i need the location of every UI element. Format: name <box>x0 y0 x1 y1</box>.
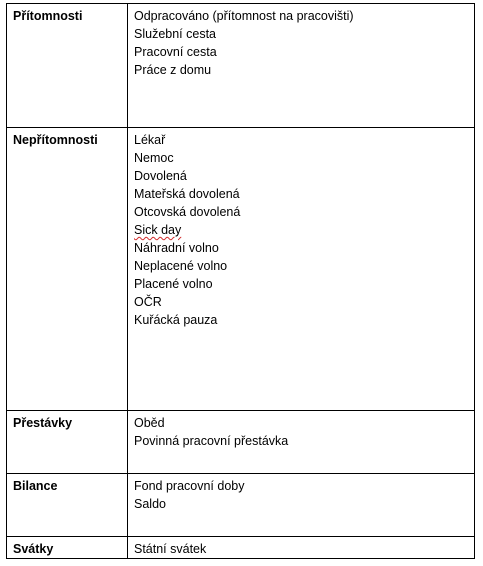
table-row-breaks <box>7 411 475 474</box>
table-row-absence <box>7 128 475 411</box>
attendance-types-table <box>6 3 475 559</box>
items-cell <box>128 128 475 411</box>
list-item: Fond pracovní doby <box>134 479 245 493</box>
item-list <box>134 7 468 79</box>
list-item: Povinná pracovní přestávka <box>134 434 289 448</box>
item-list <box>134 414 468 450</box>
list-item: Neplacené volno <box>134 259 228 273</box>
spellcheck-underlined-text: Sick day <box>134 223 182 237</box>
category-cell <box>7 4 128 128</box>
list-item: Státní svátek <box>134 542 207 556</box>
list-item: Práce z domu <box>134 63 212 77</box>
list-item <box>134 221 468 239</box>
category-cell <box>7 537 128 559</box>
list-item: Kuřácká pauza <box>134 313 218 327</box>
items-cell <box>128 411 475 474</box>
list-item: Oběd <box>134 416 165 430</box>
list-item: Náhradní volno <box>134 241 219 255</box>
category-cell <box>7 128 128 411</box>
category-label: Svátky <box>13 542 54 556</box>
item-list <box>134 131 468 329</box>
list-item: Odpracováno (přítomnost na pracovišti) <box>134 9 354 23</box>
table-row-balance <box>7 474 475 537</box>
list-item: OČR <box>134 295 162 309</box>
table-row-holidays <box>7 537 475 559</box>
category-label: Přítomnosti <box>13 9 83 23</box>
category-label: Nepřítomnosti <box>13 133 98 147</box>
list-item: Mateřská dovolená <box>134 187 240 201</box>
list-item: Nemoc <box>134 151 174 165</box>
list-item: Služební cesta <box>134 27 216 41</box>
list-item: Pracovní cesta <box>134 45 217 59</box>
item-list <box>134 540 468 558</box>
category-label: Přestávky <box>13 416 73 430</box>
items-cell <box>128 4 475 128</box>
items-cell <box>128 537 475 559</box>
category-cell <box>7 411 128 474</box>
category-cell <box>7 474 128 537</box>
list-item: Otcovská dovolená <box>134 205 241 219</box>
list-item: Lékař <box>134 133 166 147</box>
list-item: Placené volno <box>134 277 213 291</box>
table-row-presence <box>7 4 475 128</box>
items-cell <box>128 474 475 537</box>
category-label: Bilance <box>13 479 58 493</box>
list-item: Dovolená <box>134 169 187 183</box>
list-item: Saldo <box>134 497 166 511</box>
item-list <box>134 477 468 513</box>
